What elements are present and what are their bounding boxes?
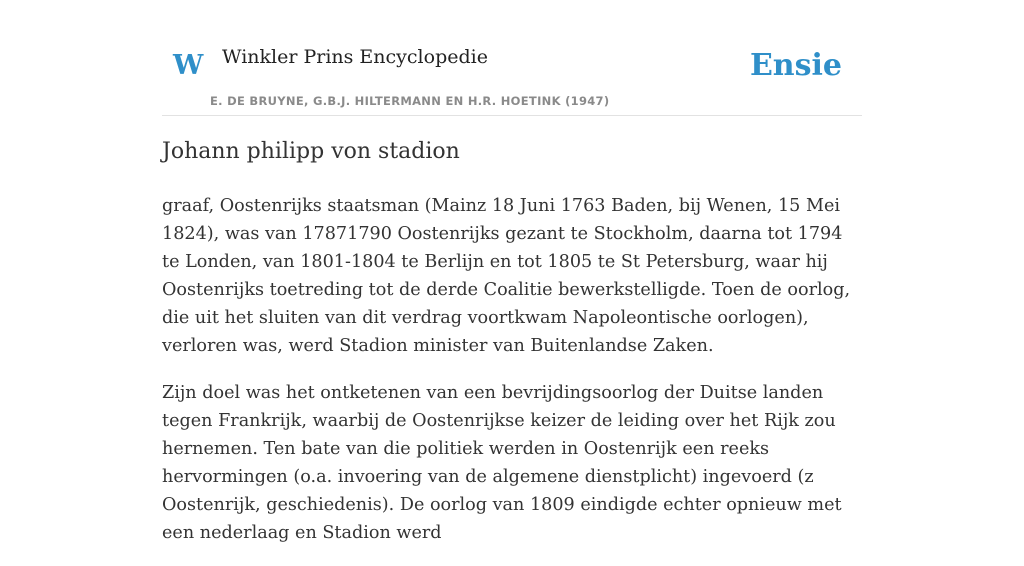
winkler-prins-logo[interactable]: W [173, 50, 204, 81]
article-title: Johann philipp von stadion [162, 139, 460, 164]
article-paragraph: graaf, Oostenrijks staatsman (Mainz 18 Juni 1763 Baden, bij Wenen, 15 Mei 1824), was van 17871790 Oostenrijks gezant te Stockholm, daarna tot 1794 te Londen, van 1801-1804 te Berlijn en tot 1805 te St Petersburg, waar hij Oostenrijks toetreding tot de derde Coalitie bewerkstelligde. Toen de oorlog, die uit het sluiten van dit verdrag voortkwam Napoleontische oorlogen), verloren was, werd Stadion minister van Buitenlandse Zaken. [162, 196, 851, 356]
header [162, 38, 862, 116]
article-body [162, 192, 862, 566]
publication-title[interactable]: Winkler Prins Encyclopedie [222, 46, 488, 68]
ensie-brand-logo[interactable]: Ensie [749, 48, 842, 83]
article-paragraph: Zijn doel was het ontketenen van een bevrijdingsoorlog der Duitse landen tegen Frankrijk, waarbij de Oostenrijkse keizer de leiding over het Rijk zou hernemen. Ten bate van die politiek werden in Oostenrijk een reeks hervormingen (o.a. invoering van de algemene dienstplicht) ingevoerd (z Oostenrijk, geschiedenis). De oorlog van 1809 eindigde echter opnieuw met een nederlaag en Stadion werd [162, 383, 842, 543]
authors-line: E. DE BRUYNE, G.B.J. HILTERMANN EN H.R. HOETINK (1947) [210, 94, 610, 108]
